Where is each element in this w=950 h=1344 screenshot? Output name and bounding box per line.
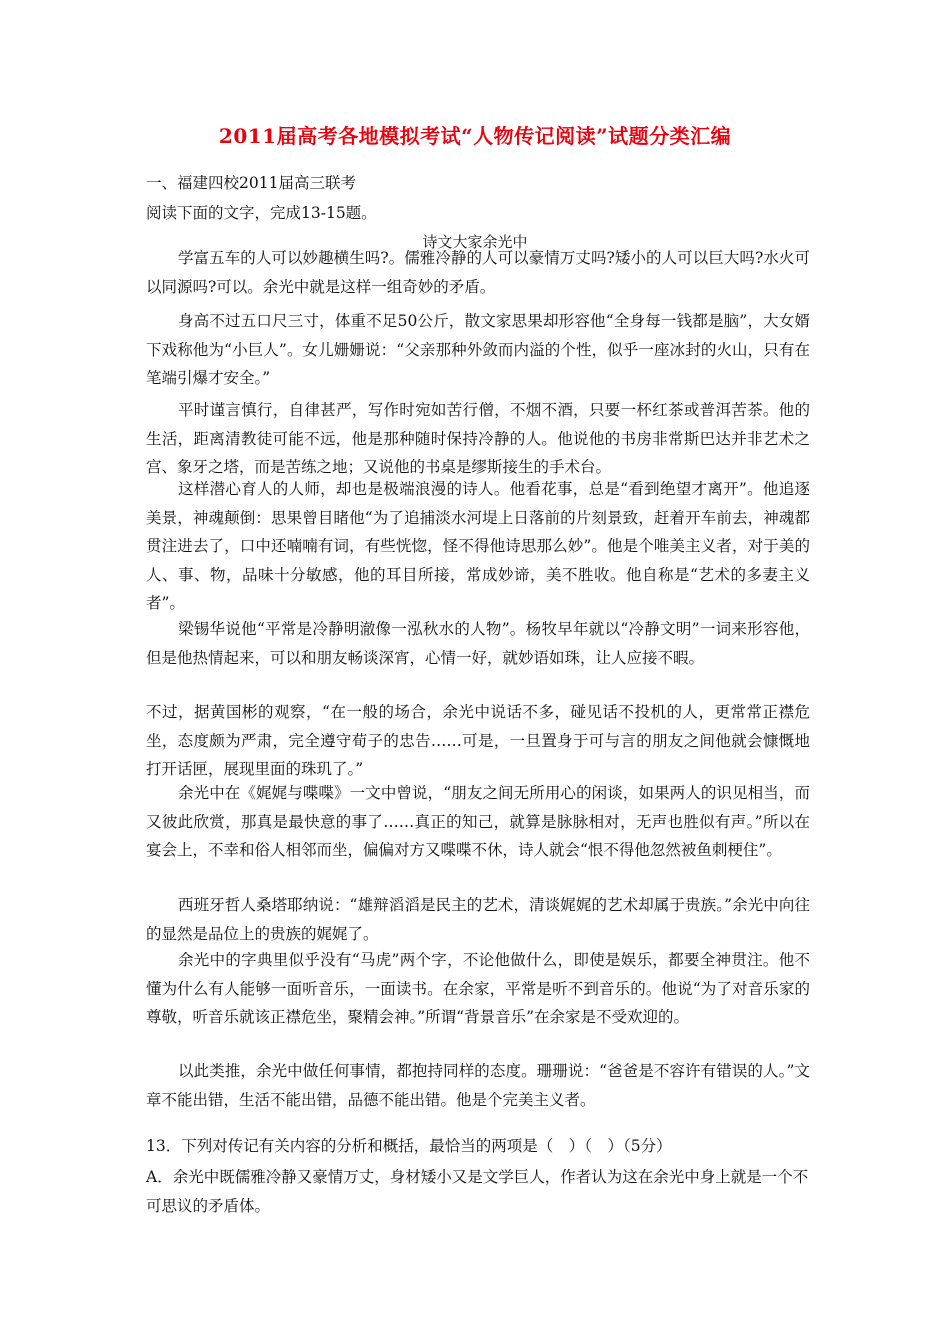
paragraph: 余光中在《娓娓与喋喋》一文中曾说，“朋友之间无所用心的闲谈，如果两人的识见相当，而又彼此欣赏，那真是最快意的事了……真正的知己，就算是脉脉相对，无声也胜似有声。”所以在宴会上，不幸和俗人相邻而坐，偏偏对方又喋喋不休，诗人就会“恨不得他忽然被鱼刺梗住”。 bbox=[146, 784, 810, 859]
paragraph: 余光中的字典里似乎没有“马虎”两个字，不论他做什么，即使是娱乐，都要全神贯注。他不懂为什么有人能够一面听音乐，一面读书。在余家，平常是听不到音乐的。他说“为了对音乐家的尊敬，听音乐就该正襟危坐，聚精会神。”所谓“背景音乐”在余家是不受欢迎的。 bbox=[146, 951, 810, 1026]
paragraph: 平时谨言慎行，自律甚严，写作时宛如苦行僧，不烟不酒，只要一杯红茶或普洱苦茶。他的生活，距离清教徒可能不远，他是那种随时保持冷静的人。他说他的书房非常斯巴达并非艺术之宫、象牙之塔，而是苦练之地；又说他的书桌是缪斯接生的手术台。 bbox=[146, 401, 810, 476]
question-13: 13．下列对传记有关内容的分析和概括，最恰当的两项是（ ）（ ）（5分） bbox=[146, 1137, 672, 1155]
reading-instruction: 阅读下面的文字，完成13-15题。 bbox=[146, 204, 377, 222]
passage-title: 诗文大家余光中 bbox=[422, 233, 528, 251]
paragraph: 这样潜心育人的人师，却也是极端浪漫的诗人。他看花事，总是“看到绝望才离开”。他追逐美景，神魂颠倒：思果曾目睹他“为了追捕淡水河堤上日落前的片刻景致，赶着开车前去，神魂都贯注进去了，口中还喃喃有词，有些恍惚，怪不得他诗思那么妙”。他是个唯美主义者，对于美的人、事、物，品味十分敏感，他的耳目所接，常成妙谛，美不胜收。他自称是“艺术的多妻主义者”。 bbox=[146, 480, 810, 612]
section-heading: 一、福建四校2011届高三联考 bbox=[146, 174, 356, 192]
paragraph: 以此类推，余光中做任何事情，都抱持同样的态度。珊珊说：“爸爸是不容许有错误的人。”文章不能出错，生活不能出错，品德不能出错。他是个完美主义者。 bbox=[146, 1062, 810, 1109]
paragraph: 身高不过五口尺三寸，体重不足50公斤，散文家思果却形容他“全身每一钱都是脑”，大女婿下戏称他为“小巨人”。女儿姗姗说：“父亲那种外敛而内溢的个性，似乎一座冰封的火山，只有在笔端引爆才安全。” bbox=[146, 312, 810, 387]
paragraph: 不过，据黄国彬的观察，“在一般的场合，余光中说话不多，碰见话不投机的人，更常常正襟危坐，态度颇为严肃，完全遵守荀子的忠告……可是，一旦置身于可与言的朋友之间他就会慷慨地打开话匣，展现里面的珠玑了。” bbox=[146, 703, 810, 778]
option-a: A．余光中既儒雅冷静又豪情万丈，身材矮小又是文学巨人，作者认为这在余光中身上就是一个不可思议的矛盾体。 bbox=[146, 1168, 809, 1215]
document-title: 2011届高考各地模拟考试“人物传记阅读”试题分类汇编 bbox=[218, 124, 732, 148]
paragraph: 西班牙哲人桑塔耶纳说：“雄辩滔滔是民主的艺术，清谈娓娓的艺术却属于贵族。”余光中向往的显然是品位上的贵族的娓娓了。 bbox=[146, 896, 810, 943]
paragraph: 学富五车的人可以妙趣横生吗?。儒雅冷静的人可以豪情万丈吗?矮小的人可以巨大吗?水火可以同源吗?可以。余光中就是这样一组奇妙的矛盾。 bbox=[146, 249, 810, 296]
paragraph: 梁锡华说他“平常是冷静明澈像一泓秋水的人物”。杨牧早年就以“冷静文明”一词来形容他，但是他热情起来，可以和朋友畅谈深宵，心情一好，就妙语如珠，让人应接不暇。 bbox=[146, 620, 810, 667]
